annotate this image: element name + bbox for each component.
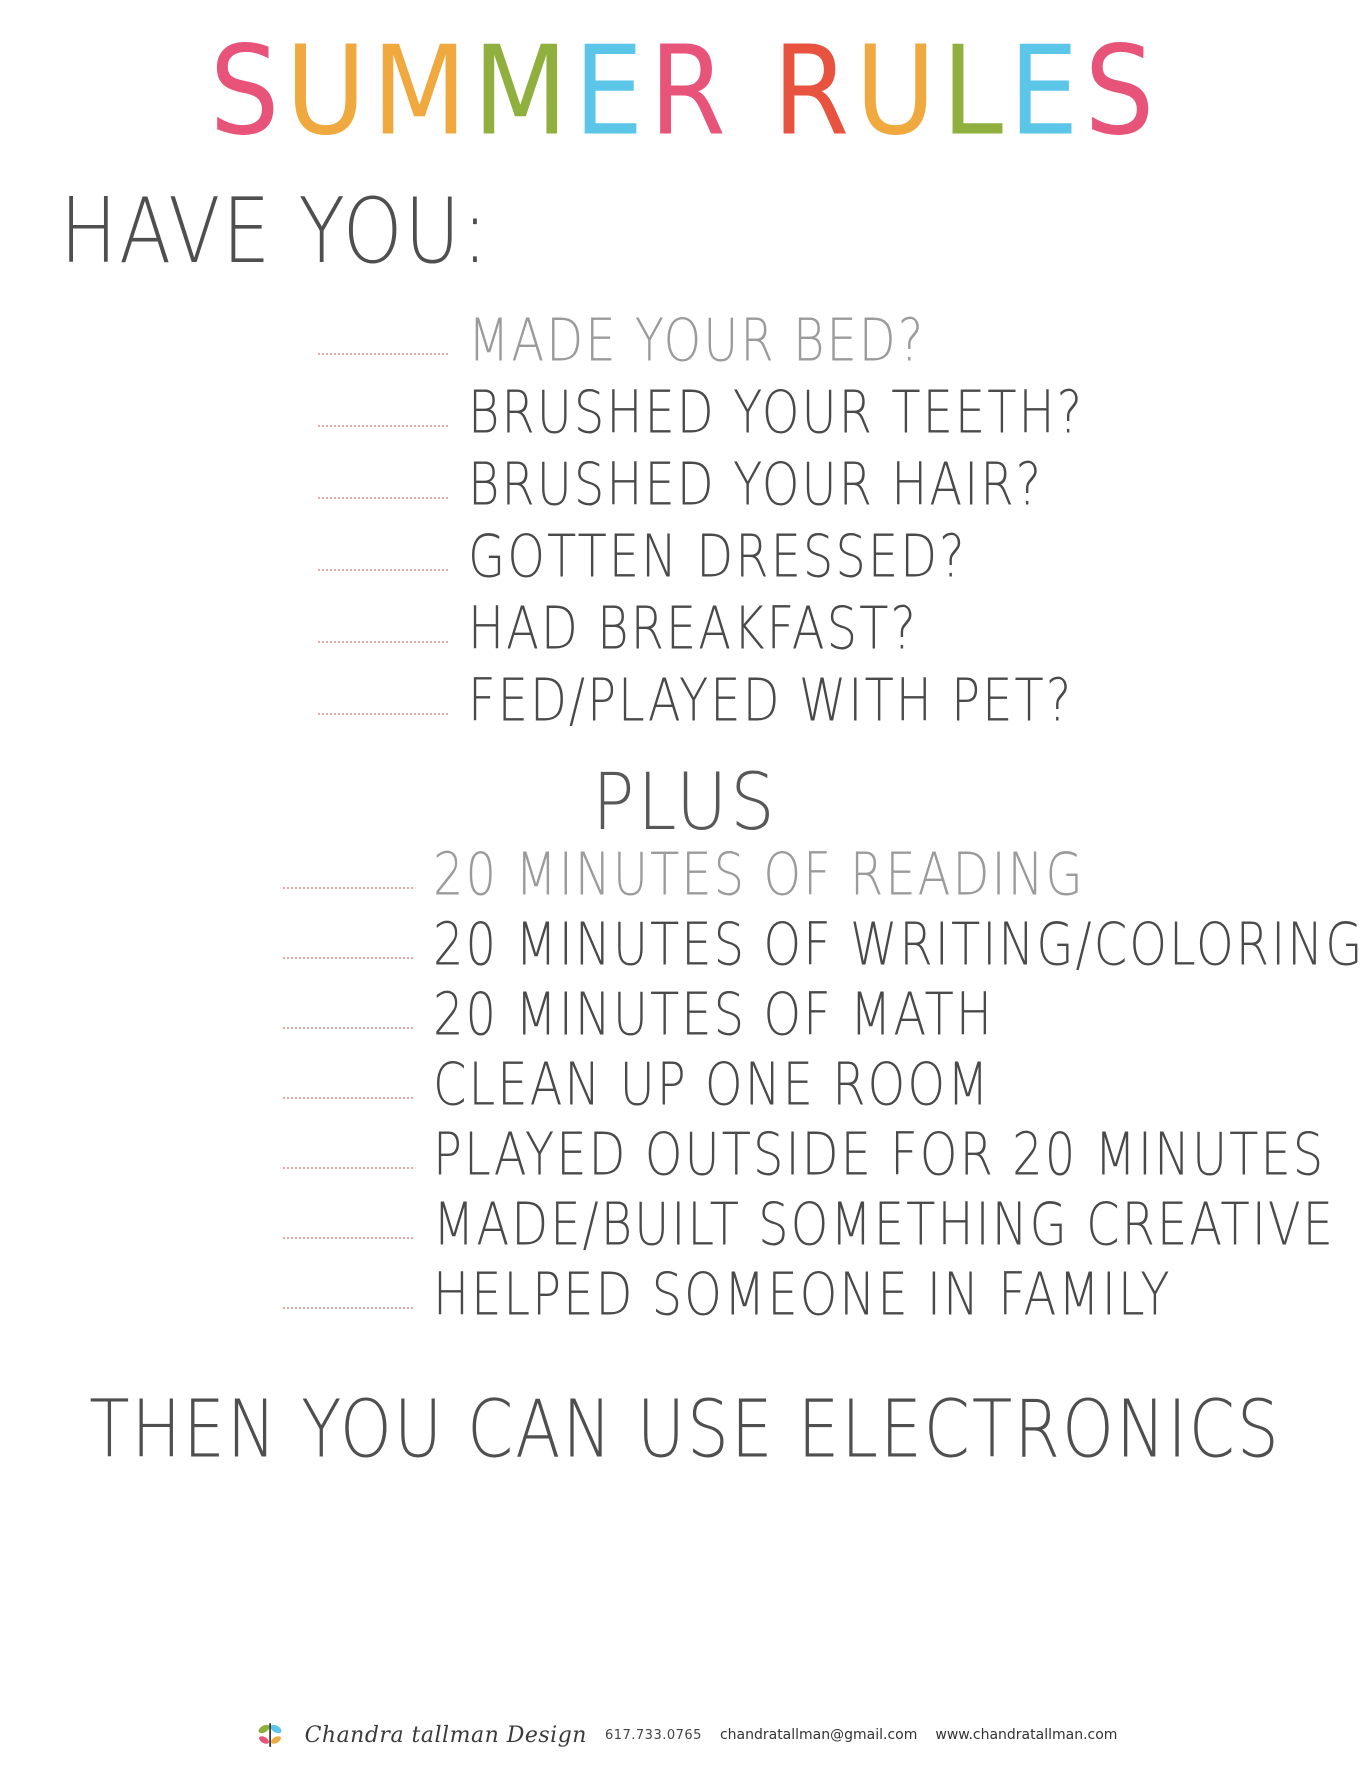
checkbox-dotted-line[interactable] — [318, 497, 448, 499]
checkbox-dotted-line[interactable] — [283, 1167, 413, 1169]
checklist-item[interactable] — [28, 450, 1342, 519]
title-letter: U — [855, 19, 942, 163]
checklist-item-label: FED/PLAYED WITH PET? — [468, 666, 1074, 735]
checkbox-dotted-line[interactable] — [283, 1097, 413, 1099]
checklist-plus — [28, 840, 1365, 1329]
checklist-item-label: BRUSHED YOUR HAIR? — [468, 450, 1044, 519]
checklist-item[interactable] — [28, 1190, 1342, 1259]
checkbox-dotted-line[interactable] — [283, 1237, 413, 1239]
section-heading-have-you: HAVE YOU: — [60, 177, 490, 283]
checklist-item-label: MADE YOUR BED? — [468, 306, 926, 375]
checklist-item-label: MADE/BUILT SOMETHING CREATIVE — [433, 1190, 1336, 1259]
checklist-item[interactable] — [28, 980, 1342, 1049]
checklist-item[interactable] — [28, 1050, 1342, 1119]
checklist-item[interactable] — [28, 378, 1342, 447]
checklist-item[interactable] — [28, 910, 1365, 979]
credit-email[interactable]: chandratallman@gmail.com — [719, 1727, 918, 1743]
checkbox-dotted-line[interactable] — [283, 1027, 413, 1029]
checklist-item-label: BRUSHED YOUR TEETH? — [468, 378, 1085, 447]
checkbox-dotted-line[interactable] — [318, 353, 448, 355]
checkbox-dotted-line[interactable] — [318, 713, 448, 715]
title-letter: R — [772, 19, 856, 163]
checklist-item-label: 20 MINUTES OF READING — [433, 840, 1085, 909]
checklist-have-you — [28, 306, 1342, 735]
checklist-item[interactable] — [28, 1120, 1342, 1189]
credit-phone: 617.733.0765 — [604, 1727, 702, 1743]
title-letter: S — [209, 19, 286, 163]
section-heading-plus: PLUS — [592, 755, 778, 848]
checklist-item[interactable] — [28, 522, 1342, 591]
title-letter: M — [472, 19, 574, 163]
checklist-item[interactable] — [28, 666, 1342, 735]
checkbox-dotted-line[interactable] — [283, 887, 413, 889]
dragonfly-icon — [253, 1718, 287, 1752]
checklist-item-label: 20 MINUTES OF WRITING/COLORING — [433, 910, 1365, 979]
title-letter — [732, 27, 773, 156]
checklist-item-label: CLEAN UP ONE ROOM — [433, 1050, 991, 1119]
checklist-item[interactable] — [28, 840, 1342, 909]
checklist-item-label: 20 MINUTES OF MATH — [433, 980, 994, 1049]
checklist-item[interactable] — [28, 306, 1342, 375]
title-letter: U — [285, 19, 372, 163]
checkbox-dotted-line[interactable] — [283, 957, 413, 959]
checklist-item-label: PLAYED OUTSIDE FOR 20 MINUTES — [433, 1120, 1326, 1189]
credit-website[interactable]: www.chandratallman.com — [935, 1727, 1118, 1743]
checklist-item-label: HELPED SOMEONE IN FAMILY — [433, 1260, 1172, 1329]
title-letter: E — [1009, 19, 1085, 163]
checkbox-dotted-line[interactable] — [318, 641, 448, 643]
title-letter: E — [573, 19, 650, 163]
checklist-item-label: HAD BREAKFAST? — [468, 594, 918, 663]
checkbox-dotted-line[interactable] — [283, 1307, 413, 1309]
title-letter: R — [649, 19, 732, 163]
title-letter: S — [1084, 19, 1161, 163]
title-letter: M — [371, 19, 473, 163]
footer-reward-line: THEN YOU CAN USE ELECTRONICS — [89, 1382, 1281, 1476]
title-letter: L — [941, 19, 1009, 163]
credit-bar — [0, 1718, 1370, 1752]
checklist-item[interactable] — [28, 1260, 1342, 1329]
brand-name: Chandra tallman Design — [304, 1722, 587, 1748]
page-title — [28, 19, 1342, 163]
checkbox-dotted-line[interactable] — [318, 569, 448, 571]
checklist-item-label: GOTTEN DRESSED? — [468, 522, 967, 591]
printable-checklist-page — [0, 19, 1370, 1778]
checkbox-dotted-line[interactable] — [318, 425, 448, 427]
checklist-item[interactable] — [28, 594, 1342, 663]
